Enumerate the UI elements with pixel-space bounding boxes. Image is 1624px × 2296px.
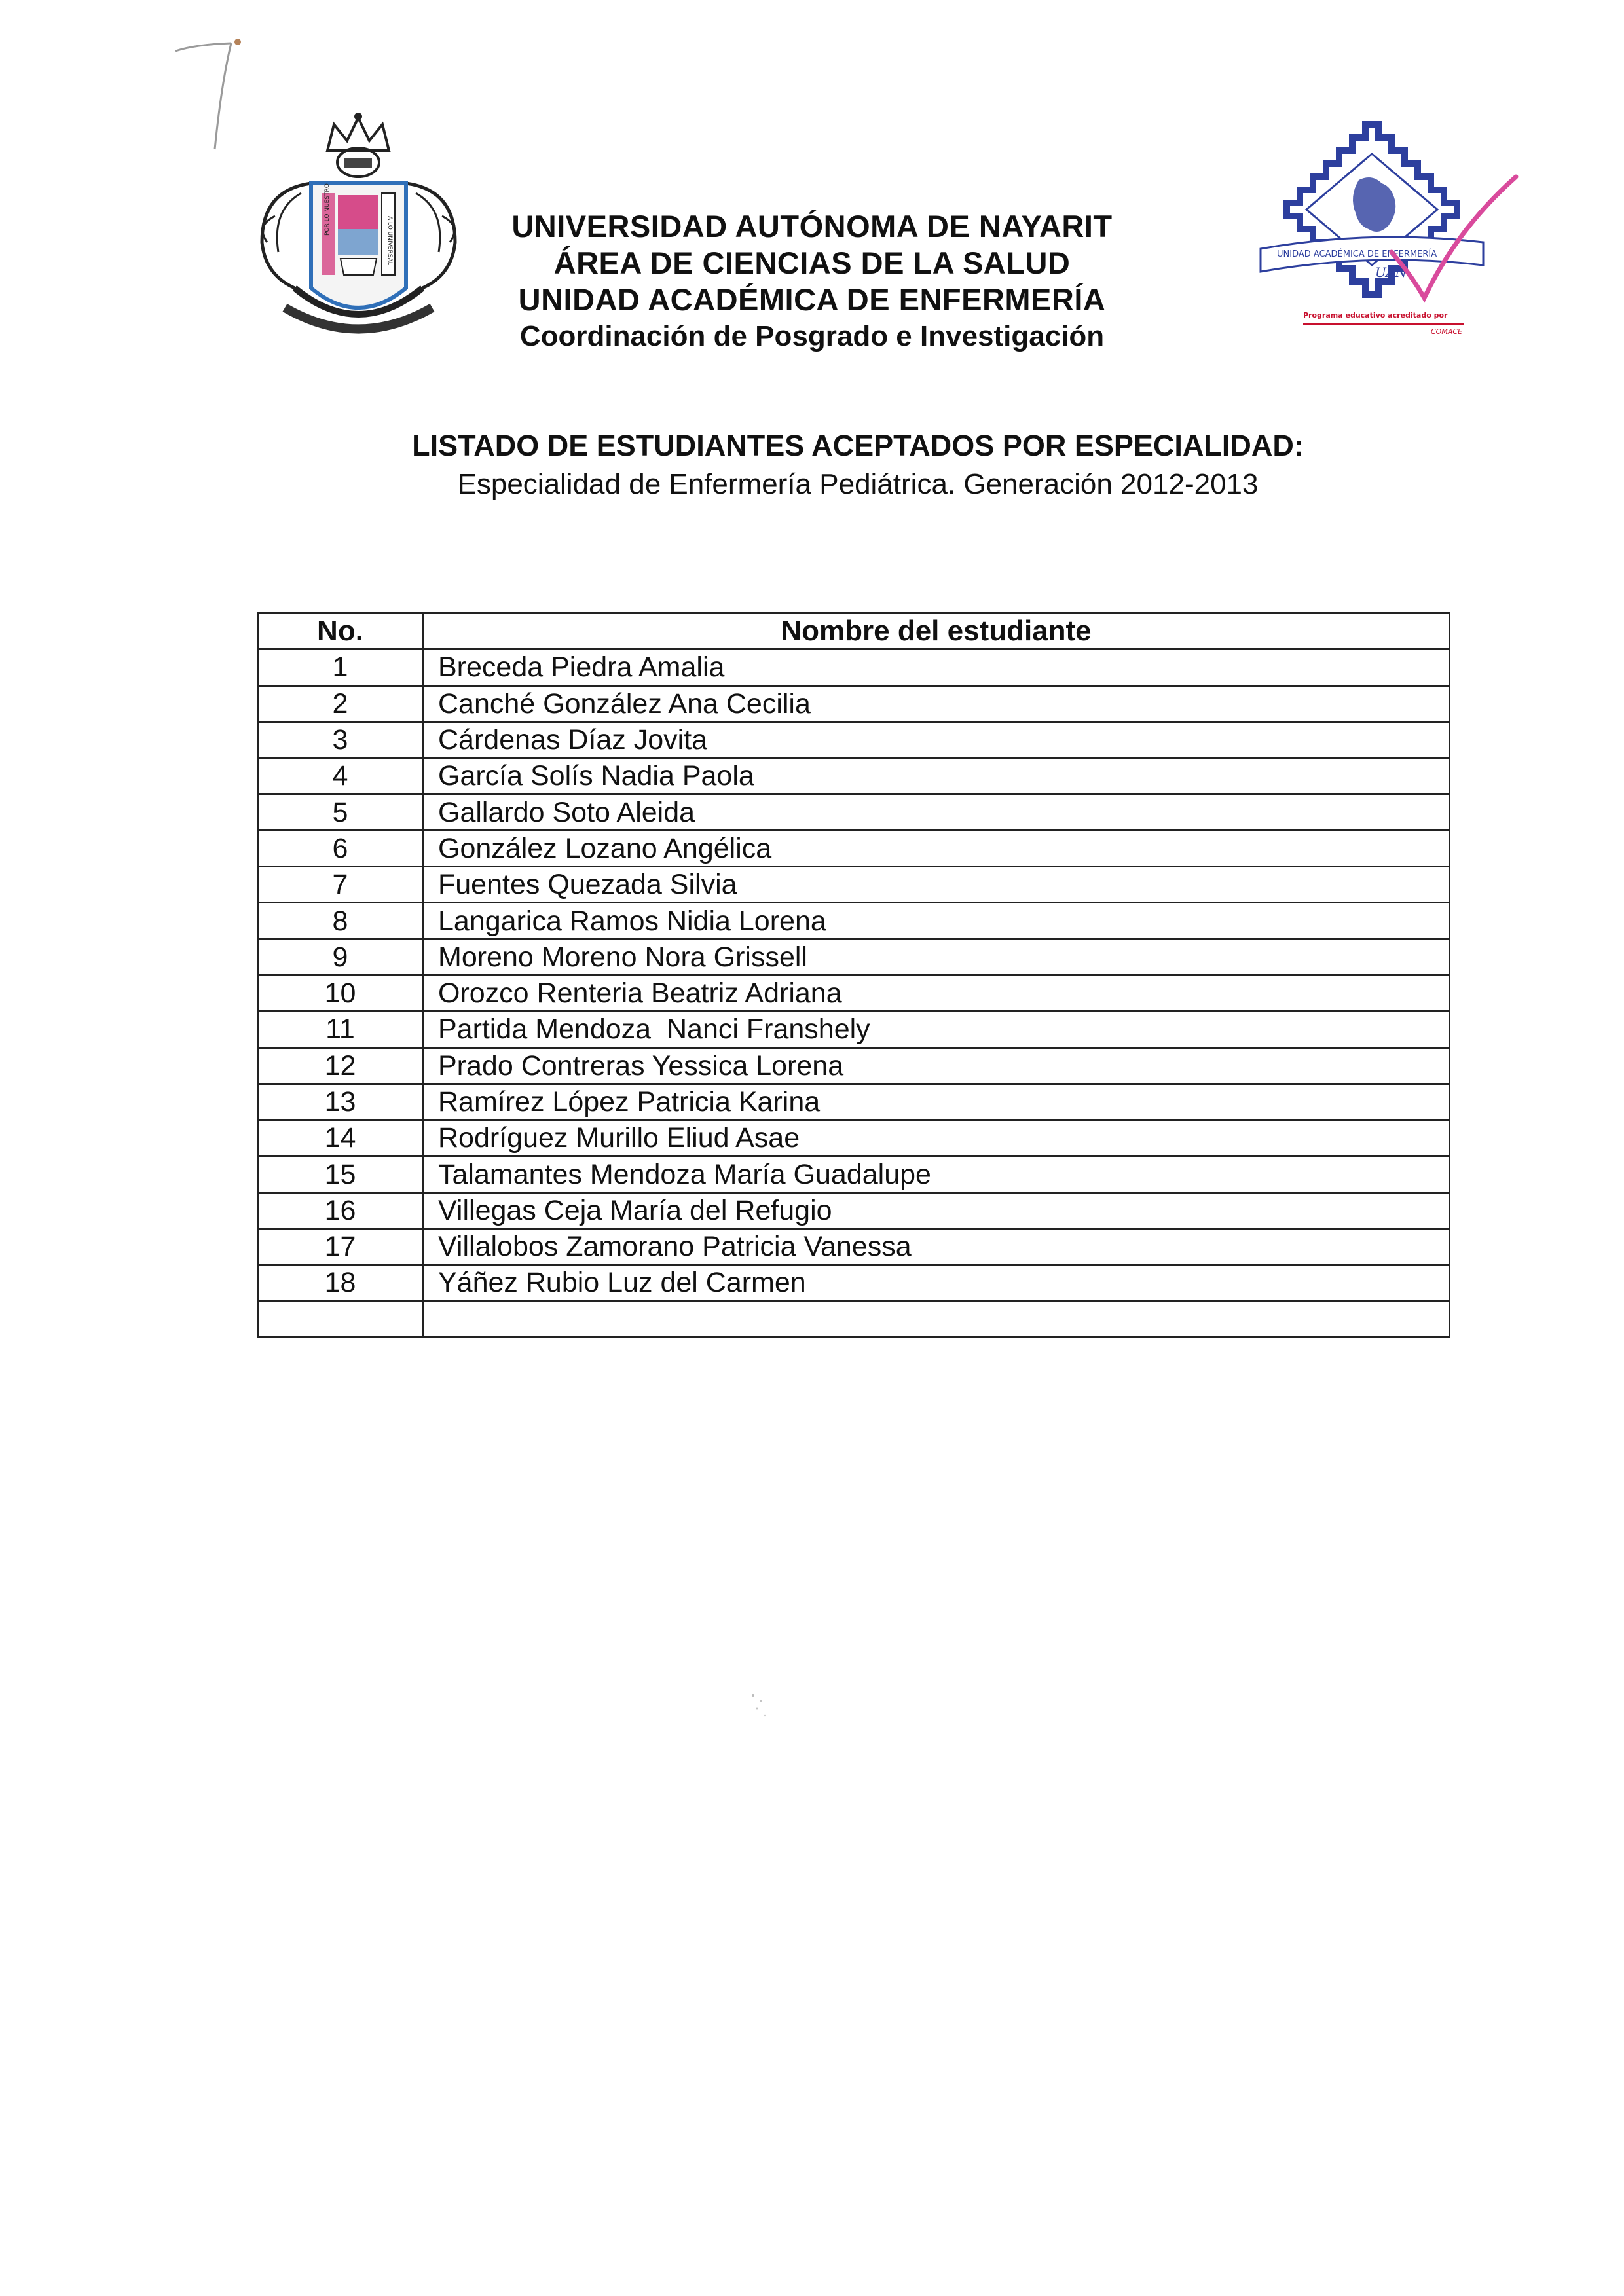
row-number: 7: [258, 867, 423, 903]
logo-ribbon-text: UNIDAD ACADÉMICA DE ENFERMERÍA: [1277, 249, 1437, 259]
university-seal-logo: [249, 111, 468, 350]
area-name: ÁREA DE CIENCIAS DE LA SALUD: [553, 246, 1071, 280]
row-number: 14: [258, 1120, 423, 1156]
scan-speckle: [747, 1689, 773, 1722]
student-name: Moreno Moreno Nora Grissell: [423, 939, 1450, 975]
seal-motto-right: A LO UNIVERSAL: [386, 216, 393, 265]
row-number: 5: [258, 794, 423, 830]
column-header-name: Nombre del estudiante: [423, 613, 1450, 649]
row-number: 17: [258, 1229, 423, 1265]
row-number: 1: [258, 649, 423, 685]
student-name: Prado Contreras Yessica Lorena: [423, 1048, 1450, 1084]
student-name: Partida Mendoza Nanci Franshely: [423, 1011, 1450, 1048]
university-name: UNIVERSIDAD AUTÓNOMA DE NAYARIT: [511, 209, 1113, 244]
student-name: Ramírez López Patricia Karina: [423, 1084, 1450, 1120]
table-row: [258, 939, 1450, 975]
table-row: [258, 685, 1450, 721]
student-name: Yáñez Rubio Luz del Carmen: [423, 1265, 1450, 1301]
row-number: 8: [258, 903, 423, 939]
crown-icon: [327, 113, 389, 177]
table-row-empty: [258, 1301, 1450, 1337]
table-row: [258, 758, 1450, 794]
student-name: Langarica Ramos Nidia Lorena: [423, 903, 1450, 939]
row-number: 9: [258, 939, 423, 975]
student-name: [423, 1301, 1450, 1337]
table-row: [258, 1120, 1450, 1156]
table-row: [258, 975, 1450, 1011]
institution-header: [458, 208, 1166, 355]
list-title: LISTADO DE ESTUDIANTES ACEPTADOS POR ESPECIALIDAD:: [412, 429, 1304, 462]
row-number: 6: [258, 830, 423, 866]
student-name: Villalobos Zamorano Patricia Vanessa: [423, 1229, 1450, 1265]
row-number: 10: [258, 975, 423, 1011]
table-row: [258, 649, 1450, 685]
row-number: 15: [258, 1156, 423, 1192]
row-number: 13: [258, 1084, 423, 1120]
student-name: Canché González Ana Cecilia: [423, 685, 1450, 721]
table-row: [258, 1084, 1450, 1120]
list-subtitle: Especialidad de Enfermería Pediátrica. Generación 2012-2013: [457, 468, 1259, 500]
table-row: [258, 1229, 1450, 1265]
student-name: Cárdenas Díaz Jovita: [423, 721, 1450, 757]
table-row: [258, 903, 1450, 939]
table-row: [258, 867, 1450, 903]
student-name: Orozco Renteria Beatriz Adriana: [423, 975, 1450, 1011]
student-name: Rodríguez Murillo Eliud Asae: [423, 1120, 1450, 1156]
handwritten-page-mark: [169, 25, 248, 156]
student-name: Fuentes Quezada Silvia: [423, 867, 1450, 903]
student-name: García Solís Nadia Paola: [423, 758, 1450, 794]
row-number: [258, 1301, 423, 1337]
table-row: [258, 1156, 1450, 1192]
student-name: Breceda Piedra Amalia: [423, 649, 1450, 685]
student-name: González Lozano Angélica: [423, 830, 1450, 866]
row-number: 11: [258, 1011, 423, 1048]
state-map-icon: [1353, 177, 1395, 232]
row-number: 3: [258, 721, 423, 757]
table-row: [258, 830, 1450, 866]
students-table: [257, 612, 1450, 1338]
table-row: [258, 1192, 1450, 1228]
row-number: 16: [258, 1192, 423, 1228]
accreditation-logo: [1247, 118, 1529, 347]
row-number: 2: [258, 685, 423, 721]
table-row: [258, 1265, 1450, 1301]
logo-acronym: UAN: [1375, 264, 1407, 280]
student-name: Villegas Ceja María del Refugio: [423, 1192, 1450, 1228]
unit-name: UNIDAD ACADÉMICA DE ENFERMERÍA: [518, 282, 1106, 317]
student-name: Talamantes Mendoza María Guadalupe: [423, 1156, 1450, 1192]
logo-caption: Programa educativo acreditado por: [1303, 311, 1448, 319]
table-header-row: [258, 613, 1450, 649]
coordination-name: Coordinación de Posgrado e Investigación: [519, 320, 1105, 352]
row-number: 4: [258, 758, 423, 794]
seal-motto-left: POR LO NUESTRO: [324, 183, 331, 236]
table-row: [258, 721, 1450, 757]
table-row: [258, 1011, 1450, 1048]
table-row: [258, 1048, 1450, 1084]
logo-body: COMACE: [1431, 327, 1462, 336]
column-header-number: No.: [258, 613, 423, 649]
table-row: [258, 794, 1450, 830]
student-name: Gallardo Soto Aleida: [423, 794, 1450, 830]
row-number: 12: [258, 1048, 423, 1084]
shield-icon: [311, 183, 406, 308]
row-number: 18: [258, 1265, 423, 1301]
